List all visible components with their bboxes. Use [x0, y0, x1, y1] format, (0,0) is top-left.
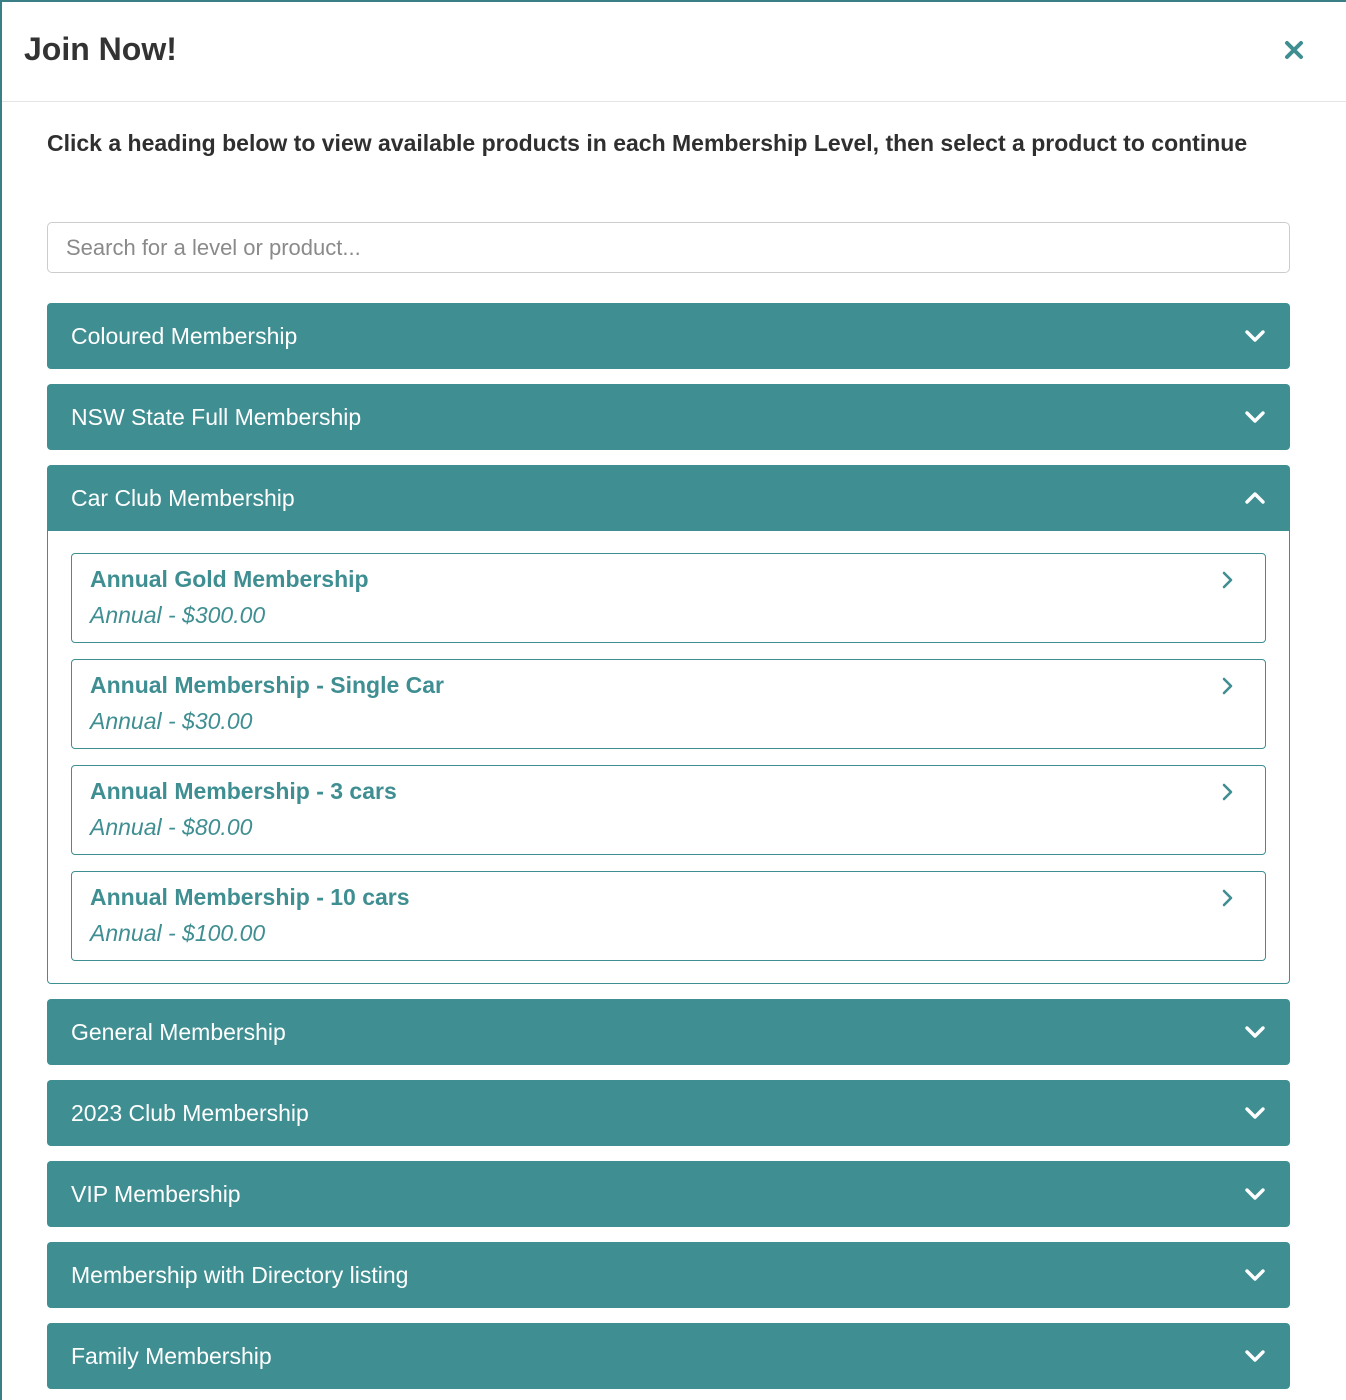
chevron-right-icon: [1217, 676, 1237, 696]
level-heading-car-club[interactable]: [47, 465, 1290, 531]
level-heading-directory-listing[interactable]: [47, 1242, 1290, 1308]
level-panel: [47, 1161, 1290, 1227]
level-title: 2023 Club Membership: [71, 1099, 309, 1126]
level-panel: [47, 303, 1290, 369]
level-products: [47, 531, 1290, 984]
product-price: Annual - $300.00: [90, 602, 266, 628]
level-panel: [47, 384, 1290, 450]
product-price: Annual - $30.00: [90, 708, 253, 734]
product-name: Annual Gold Membership: [90, 566, 369, 592]
level-heading-nsw-state-full[interactable]: [47, 384, 1290, 450]
modal-header: [2, 2, 1346, 102]
level-panel-expanded: [47, 465, 1290, 984]
product-item[interactable]: [71, 871, 1266, 961]
chevron-down-icon: [1244, 1021, 1266, 1043]
level-title: Car Club Membership: [71, 484, 295, 511]
level-title: NSW State Full Membership: [71, 403, 362, 430]
product-item[interactable]: [71, 765, 1266, 855]
product-item[interactable]: [71, 659, 1266, 749]
search-input[interactable]: [47, 222, 1290, 273]
level-title: Membership with Directory listing: [71, 1261, 409, 1288]
level-panel: [47, 1323, 1290, 1389]
level-heading-general[interactable]: [47, 999, 1290, 1065]
join-modal: [2, 2, 1346, 1400]
chevron-down-icon: [1244, 1102, 1266, 1124]
product-price: Annual - $100.00: [90, 920, 266, 946]
close-icon: [1284, 40, 1304, 60]
chevron-down-icon: [1244, 406, 1266, 428]
chevron-right-icon: [1217, 782, 1237, 802]
level-title: VIP Membership: [71, 1180, 241, 1207]
level-heading-coloured[interactable]: [47, 303, 1290, 369]
product-item[interactable]: [71, 553, 1266, 643]
level-title: General Membership: [71, 1018, 286, 1045]
level-heading-family[interactable]: [47, 1323, 1290, 1389]
intro-text: Click a heading below to view available products in each Membership Level, then select a product to continue: [47, 130, 1248, 156]
chevron-right-icon: [1217, 570, 1237, 590]
chevron-down-icon: [1244, 1183, 1266, 1205]
level-title: Coloured Membership: [71, 322, 298, 349]
level-heading-vip[interactable]: [47, 1161, 1290, 1227]
level-panel: [47, 1080, 1290, 1146]
product-name: Annual Membership - 10 cars: [90, 884, 410, 910]
close-button[interactable]: [1280, 36, 1308, 64]
chevron-up-icon: [1244, 487, 1266, 509]
level-title: Family Membership: [71, 1342, 272, 1369]
chevron-down-icon: [1244, 1345, 1266, 1367]
chevron-down-icon: [1244, 1264, 1266, 1286]
level-heading-2023-club[interactable]: [47, 1080, 1290, 1146]
product-name: Annual Membership - 3 cars: [90, 778, 397, 804]
product-price: Annual - $80.00: [90, 814, 253, 840]
chevron-right-icon: [1217, 888, 1237, 908]
chevron-down-icon: [1244, 325, 1266, 347]
modal-title: Join Now!: [24, 31, 177, 67]
product-name: Annual Membership - Single Car: [90, 672, 444, 698]
level-panel: [47, 1242, 1290, 1308]
membership-accordion: [47, 303, 1290, 1400]
level-panel: [47, 999, 1290, 1065]
